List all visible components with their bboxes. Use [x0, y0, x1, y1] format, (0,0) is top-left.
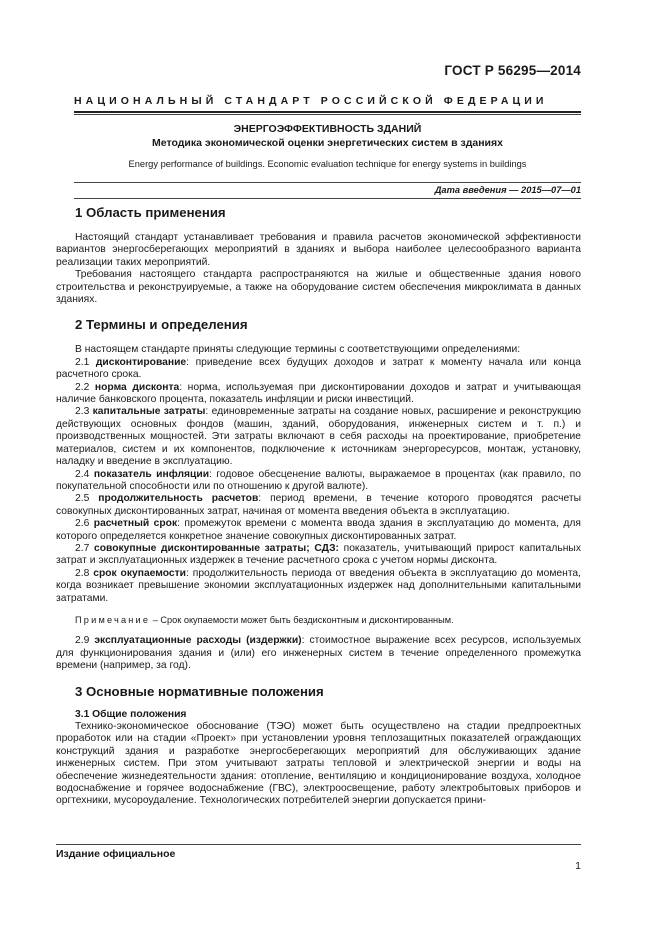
- term: показатель инфляции: [93, 468, 210, 480]
- term: норма дисконта: [94, 381, 180, 393]
- term-definition: 2.3 капитальные затраты: единовременные затраты на создание новых, расширение и реконструкцию действующих основных фондов (машин, зданий, оборудования, инженерных систем и т. п.) и производственных мощностей. Эти затраты включают в себя расходы на проектирование, приобретение материалов, систем и их компонентов, подключение к источникам энергоресурсов, монтаж, установку, наладку и введение в эксплуатацию.: [56, 406, 581, 468]
- term-definition: 2.9 эксплуатационные расходы (издержки): стоимостное выражение всех ресурсов, используемых для функционирования здания и (или) его инженерных систем в течение определенного промежутка времени (например, за год).: [56, 635, 581, 672]
- header-rule-bottom: [74, 114, 581, 115]
- term-definition: 2.2 норма дисконта: норма, используемая при дисконтировании доходов и затрат и учитывающая наличие банковского процента, показатель инфляции и риски инвестиций.: [56, 381, 581, 406]
- page-number: 1: [575, 860, 581, 872]
- gost-number: ГОСТ Р 56295—2014: [444, 63, 581, 78]
- term: дисконтирование: [95, 356, 187, 368]
- term: продолжительность расчетов: [98, 493, 259, 505]
- term-definition: 2.8 срок окупаемости: продолжительность периода от введения объекта в эксплуатацию до момента, когда возникает превышение экономии эксплуатационных издержек над дополнительными капитальными затратами.: [56, 567, 582, 604]
- term-definition: 2.6 расчетный срок: промежуток времени с момента ввода здания в эксплуатацию до момента, для которого определяется конкретное значение совокупных дисконтированных затрат.: [56, 518, 581, 542]
- section-heading: 3 Основные нормативные положения: [75, 683, 324, 699]
- date-rule: [74, 198, 581, 199]
- document-subtitle: Методика экономической оценки энергетических систем в зданиях: [152, 137, 503, 149]
- section-heading: 2 Термины и определения: [75, 317, 248, 333]
- note: Примечание – Срок окупаемости может быть бездисконтным и дисконтированным.: [75, 614, 454, 625]
- subsection-heading: 3.1 Общие положения: [75, 708, 187, 720]
- section-heading: 1 Область применения: [75, 205, 226, 220]
- paragraph: Требования настоящего стандарта распространяются на жилые и общественные здания нового строительства и реконструируемые, а также на оборудование систем обеспечения микроклимата в данных зданиях.: [56, 269, 581, 306]
- document-body: [56, 205, 581, 808]
- paragraph: В настоящем стандарте приняты следующие термины с соответствующими определениями:: [75, 344, 521, 356]
- term: совокупные дисконтированные затраты; СДЗ:: [94, 542, 339, 554]
- edition-label: Издание официальное: [56, 848, 176, 860]
- term-definition: 2.7 совокупные дисконтированные затраты; СДЗ: показатель, учитывающий прирост капитальных затрат и эксплуатационных издержек в течение расчетного срока с учетом нормы дисконта.: [56, 542, 581, 567]
- term-definition: 2.1 дисконтирование: приведение всех будущих доходов и затрат к моменту начала или конца расчетного срока.: [56, 356, 581, 381]
- paragraph: Технико-экономическое обоснование (ТЭО) может быть осуществлено на стадии предпроектных проработок или на стадии «Проект» при установлении уровня теплозащитных показателей ограждающих конструкций здания и разработке энергосберегающих мероприятий для обслуживающих здание инженерных систем. При этом учитывают затраты тепловой и электрической энергии и воды на обеспечение жизнедеятельности здания: отопление, вентиляцию и кондиционирование воздуха, холодное водоснабжение и горячее водоснабжение (ГВС), электроосвещение, работу электробытовых приборов и оргтехники, мусороудаление. Технологических потребителей энергии допускается прини-: [56, 721, 581, 807]
- introduction-date: Дата введения — 2015—07—01: [434, 185, 581, 195]
- document-title-english: Energy performance of buildings. Economic evaluation technique for energy systems in buildings: [128, 159, 527, 169]
- title-rule: [74, 182, 581, 183]
- header-rule-top: [74, 111, 581, 113]
- term: капитальные затраты: [92, 406, 206, 418]
- term-definition: 2.5 продолжительность расчетов: период времени, в течение которого проводятся расчеты совокупных дисконтированных затрат, начиная от момента введения объекта в эксплуатацию.: [56, 493, 582, 517]
- national-standard-banner: НАЦИОНАЛЬНЫЙ СТАНДАРТ РОССИЙСКОЙ ФЕДЕРАЦИИ: [74, 95, 548, 107]
- term-definition: 2.4 показатель инфляции: годовое обесценение валюты, выражаемое в процентах (как правило, по покупательной способности или по отношению к другой валюте).: [56, 468, 581, 492]
- note-label: Примечание: [75, 614, 151, 625]
- term: срок окупаемости: [93, 567, 187, 579]
- term: расчетный срок: [93, 518, 178, 530]
- document-title: ЭНЕРГОЭФФЕКТИВНОСТЬ ЗДАНИЙ: [233, 123, 422, 135]
- footer-rule: [56, 844, 581, 845]
- paragraph: Настоящий стандарт устанавливает требования и правила расчетов экономической эффективности вариантов энергосберегающих мероприятий в зданиях и выбора наиболее целесообразного варианта реализации таких мероприятий.: [56, 232, 581, 268]
- term: эксплуатационные расходы (издержки): [94, 635, 302, 647]
